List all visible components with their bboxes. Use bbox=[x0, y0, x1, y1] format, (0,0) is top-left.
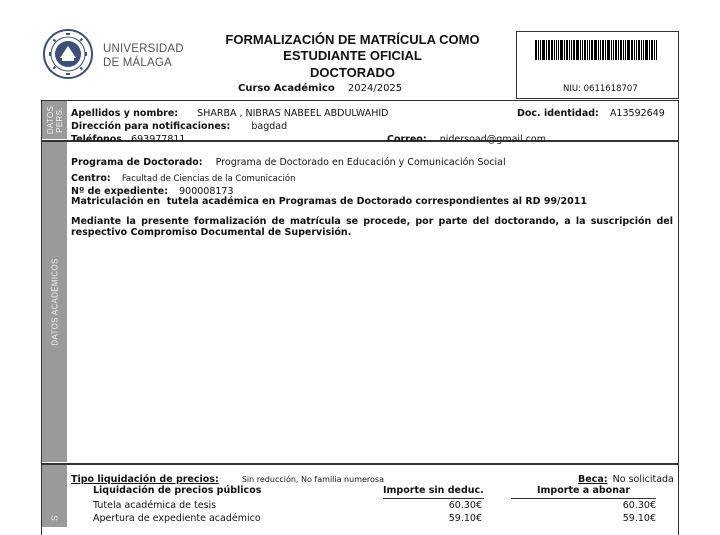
row-concept: Apertura de expediente académico bbox=[93, 513, 261, 524]
centro-value: Facultad de Ciencias de la Comunicación bbox=[121, 174, 296, 184]
university-seal-icon bbox=[42, 28, 94, 80]
barcode-bar bbox=[551, 40, 553, 60]
barcode-bar bbox=[594, 40, 597, 60]
direccion-value: bagdad bbox=[251, 121, 288, 132]
barcode-bar bbox=[651, 40, 653, 60]
curso-academico bbox=[238, 83, 402, 94]
barcode-bar bbox=[649, 40, 650, 60]
programa-value: Programa de Doctorado en Educación y Comunicación Social bbox=[215, 157, 506, 168]
barcode-bar bbox=[538, 40, 539, 60]
barcode-bar bbox=[645, 40, 648, 60]
barcode-bar bbox=[631, 40, 633, 60]
datos-personales-tab bbox=[42, 101, 67, 139]
barcode-bar bbox=[600, 40, 601, 60]
university-name-line1: UNIVERSIDAD bbox=[103, 43, 184, 55]
university-logo bbox=[42, 28, 94, 80]
barcode-bar bbox=[625, 40, 626, 60]
barcode-bar bbox=[571, 40, 572, 60]
correo-label: Correo: bbox=[387, 134, 427, 145]
row-importe: 60.30€ bbox=[448, 500, 482, 511]
expediente-value: 900008173 bbox=[179, 186, 234, 197]
barcode-bar bbox=[566, 40, 568, 60]
barcode-bar bbox=[598, 40, 599, 60]
beca-label: Beca: bbox=[578, 474, 608, 485]
barcode-bar bbox=[605, 40, 606, 60]
tab-datos-label: DATOS bbox=[45, 105, 55, 135]
barcode-bar bbox=[587, 40, 588, 60]
niu bbox=[563, 84, 638, 94]
barcode-bar bbox=[560, 40, 563, 60]
tipo-liquidacion-row bbox=[71, 467, 384, 486]
barcode-bar bbox=[641, 40, 642, 60]
col-concept-header: Liquidación de precios públicos bbox=[93, 485, 262, 496]
tab-pers-label: PERS. bbox=[54, 107, 64, 133]
title-line3: DOCTORADO bbox=[310, 65, 395, 80]
doc-value: A13592649 bbox=[609, 108, 665, 119]
niu-value: 0611618707 bbox=[583, 84, 638, 94]
col-importe-rule bbox=[383, 498, 484, 499]
barcode-bar bbox=[602, 40, 604, 60]
barcode-bar bbox=[623, 40, 624, 60]
programa-label: Programa de Doctorado: bbox=[71, 157, 203, 168]
telefono-label: Teléfonos bbox=[71, 134, 122, 145]
barcode-bar bbox=[589, 40, 590, 60]
col-abonar-rule bbox=[511, 498, 656, 499]
doc-label: Doc. identidad: bbox=[517, 108, 599, 119]
title-line2: ESTUDIANTE OFICIAL bbox=[283, 48, 422, 63]
expediente-label: Nº de expediente: bbox=[71, 186, 169, 197]
barcode-bar bbox=[548, 40, 550, 60]
title-line1: FORMALIZACIÓN DE MATRÍCULA COMO bbox=[225, 32, 480, 47]
barcode-bar bbox=[620, 40, 622, 60]
row-abonar: 59.10€ bbox=[622, 513, 656, 524]
barcode-bar bbox=[638, 40, 640, 60]
barcode-bar bbox=[607, 40, 610, 60]
barcode-bar bbox=[584, 40, 586, 60]
barcode-bar bbox=[611, 40, 612, 60]
row-importe: 59.10€ bbox=[448, 513, 482, 524]
col-abonar-header: Importe a abonar bbox=[537, 485, 631, 496]
barcode-bar bbox=[627, 40, 630, 60]
barcode-bar bbox=[643, 40, 644, 60]
datos-academicos-label: DATOS ACADÉMICOS bbox=[50, 258, 59, 346]
correo-value: nidersoad@gmail.com bbox=[439, 134, 546, 145]
barcode-bar bbox=[618, 40, 619, 60]
beca-value: No solicitada bbox=[612, 474, 674, 485]
tipo-value: Sin reducción, No familia numerosa bbox=[241, 475, 384, 484]
row-concept: Tutela académica de tesis bbox=[93, 500, 217, 511]
barcode-bar bbox=[546, 40, 547, 60]
barcode-bar bbox=[591, 40, 593, 60]
row-abonar: 60.30€ bbox=[622, 500, 656, 511]
table-row bbox=[93, 513, 656, 525]
barcode-bar bbox=[540, 40, 541, 60]
barcode bbox=[535, 40, 665, 60]
barcode-bar bbox=[634, 40, 635, 60]
datos-academicos-tab bbox=[42, 142, 67, 462]
matriculacion-text: Matriculación en tutela académica en Programas de Doctorado correspondientes al RD 99/2011 bbox=[71, 196, 587, 207]
mediante-text: Mediante la presente formalización de matrícula se procede, por parte del doctorando, a la suscripción del respectivo Compromiso Documental de Supervisión. bbox=[71, 216, 673, 238]
col-importe-header: Importe sin deduc. bbox=[383, 485, 484, 496]
barcode-bar bbox=[558, 40, 559, 60]
barcode-bar bbox=[569, 40, 570, 60]
curso-label: Curso Académico bbox=[238, 83, 335, 94]
barcode-bar bbox=[542, 40, 545, 60]
centro-label: Centro: bbox=[71, 173, 111, 184]
nombre-label: Apellidos y nombre: bbox=[71, 108, 179, 119]
barcode-bar bbox=[556, 40, 557, 60]
barcode-bar bbox=[576, 40, 579, 60]
barcode-bar bbox=[580, 40, 581, 60]
tipo-label: Tipo liquidación de precios: bbox=[71, 474, 219, 485]
barcode-bar bbox=[613, 40, 614, 60]
barcode-box bbox=[516, 31, 679, 99]
telefono-value: 693977811 bbox=[131, 134, 186, 145]
document-title bbox=[200, 32, 505, 81]
niu-label: NIU: bbox=[563, 84, 581, 94]
barcode-bar bbox=[615, 40, 617, 60]
barcode-bar bbox=[636, 40, 637, 60]
liquidacion-tab-label: S bbox=[50, 514, 59, 521]
university-name bbox=[103, 42, 184, 70]
barcode-bar bbox=[573, 40, 575, 60]
barcode-bar bbox=[554, 40, 555, 60]
table-row bbox=[93, 500, 656, 512]
university-name-line2: DE MÁLAGA bbox=[103, 57, 172, 69]
liquidacion-tab bbox=[42, 465, 67, 527]
barcode-bar bbox=[654, 40, 655, 60]
barcode-bar bbox=[582, 40, 583, 60]
doc-identidad-row bbox=[517, 101, 665, 120]
barcode-bar bbox=[535, 40, 537, 60]
beca-row bbox=[578, 467, 674, 486]
curso-value: 2024/2025 bbox=[347, 83, 403, 94]
barcode-bar bbox=[656, 40, 657, 60]
direccion-label: Dirección para notificaciones: bbox=[71, 121, 231, 132]
nombre-value: SHARBA , NIBRAS NABEEL ABDULWAHID bbox=[197, 108, 389, 119]
barcode-bar bbox=[564, 40, 565, 60]
